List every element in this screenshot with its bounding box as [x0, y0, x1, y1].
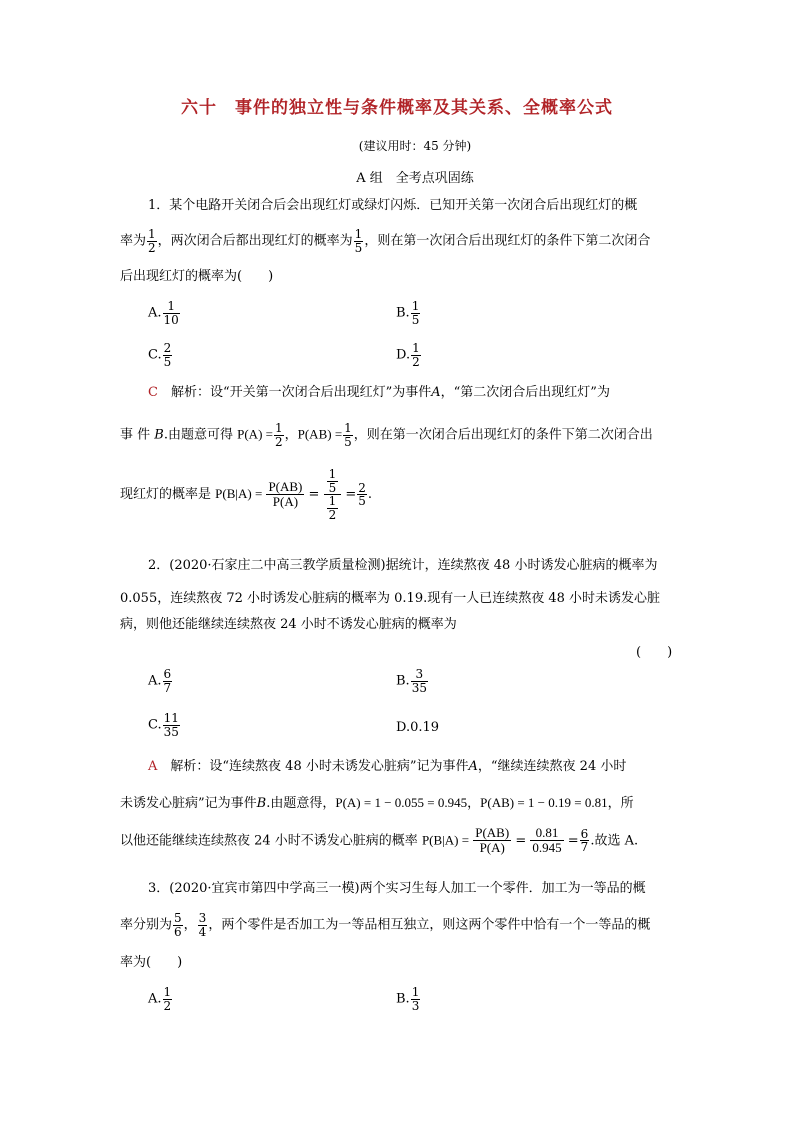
section-heading: A 组 全考点巩固练: [356, 171, 474, 186]
q1-solution-line1: C 解析：设“开关第一次闭合后出现红灯”为事件A，“第二次闭合后出现红灯”为: [148, 385, 610, 400]
suggested-time: (建议用时：45 分钟): [358, 139, 472, 153]
q1-line1: 1．某个电路开关闭合后会出现红灯或绿灯闪烁．已知开关第一次闭合后出现红灯的概: [148, 198, 638, 213]
nested-fraction: $\frac{\frac{1}{5}}{\frac{1}{2}}$: [324, 468, 342, 521]
q3-line3: 率为( ): [120, 955, 183, 970]
q1-option-c: C. $\frac{2}{5}$: [148, 341, 172, 369]
page-title: 六十 事件的独立性与条件概率及其关系、全概率公式: [181, 98, 613, 118]
conditional-fraction: $\frac{P(AB)}{P(A)}$: [475, 825, 510, 856]
answer-letter: C: [148, 385, 158, 400]
answer-letter: A: [148, 759, 158, 774]
q2-answer-paren: ( ): [636, 645, 673, 660]
q2-line2: 0.055，连续熬夜 72 小时诱发心脏病的概率为 0.19.现有一人已连续熬夜 48 小时未诱发心脏: [120, 591, 661, 606]
q1-line3: 后出现红灯的概率为( ): [120, 269, 274, 284]
q2-solution-line3: 以他还能继续连续熬夜 24 小时不诱发心脏病的概率 P(B|A) = $\frac{P(AB)}{P(A)}$ = $\frac{0.81}{0.945}$ = $\frac{6}{7}$ .故选 A.: [120, 825, 639, 856]
fraction: $\frac{1}{5}$: [354, 227, 363, 255]
q1-text: ，两次闭合后都出现红灯的概率为: [157, 233, 353, 249]
q3-option-a: A. $\frac{1}{2}$: [148, 985, 172, 1013]
q2-option-b: B. $\frac{3}{35}$: [396, 667, 427, 695]
q1-text: ，则在第一次闭合后出现红灯的条件下第二次闭合: [364, 233, 651, 249]
q2-solution-line1: A 解析：设“连续熬夜 48 小时未诱发心脏病”记为事件A，“继续连续熬夜 24 小时: [148, 759, 627, 774]
q3-option-b: B. $\frac{1}{3}$: [396, 985, 420, 1013]
q2-solution-line2: 未诱发心脏病”记为事件B.由题意得，P(A) = 1 − 0.055 = 0.945，P(AB) = 1 − 0.19 = 0.81，所: [120, 795, 634, 811]
q1-option-b: B. $\frac{1}{5}$: [396, 299, 420, 327]
q2-option-a: A. $\frac{6}{7}$: [148, 667, 172, 695]
q3-line2: 率分别为 $\frac{5}{6}$ ， $\frac{3}{4}$ ，两个零件是否加工为一等品相互独立，则这两个零件中恰有一个一等品的概: [120, 911, 651, 939]
fraction: $\frac{1}{2}$: [148, 227, 156, 255]
q1-text: 率为: [120, 233, 147, 249]
q2-line1: 2．(2020·石家庄二中高三教学质量检测)据统计，连续熬夜 48 小时诱发心脏病的概率为: [148, 558, 658, 573]
conditional-fraction: $\frac{P(AB)}{P(A)}$: [268, 478, 303, 510]
q1-solution-line2: 事 件 B.由题意可得 P(A) = $\frac{1}{2}$ ，P(AB) = $\frac{1}{5}$ ，则在第一次闭合后出现红灯的条件下第二次闭合出: [120, 421, 653, 449]
q1-option-a: A. $\frac{1}{10}$: [148, 299, 179, 327]
q2-option-d: D.0.19: [396, 720, 440, 735]
q2-option-c: C. $\frac{11}{35}$: [148, 711, 179, 739]
q1-solution-line3: 现红灯的概率是 P(B|A) = $\frac{P(AB)}{P(A)}$ = $\frac{\frac{1}{5}}{\frac{1}{2}}$ = $\frac{2}{5}$ .: [120, 467, 373, 522]
q1-option-d: D. $\frac{1}{2}$: [396, 341, 420, 369]
q1-line2: [120, 228, 650, 254]
q2-line3: 病，则他还能继续连续熬夜 24 小时不诱发心脏病的概率为: [120, 617, 457, 632]
q3-line1: 3．(2020·宜宾市第四中学高三一模)两个实习生每人加工一个零件．加工为一等品的概: [148, 881, 646, 896]
